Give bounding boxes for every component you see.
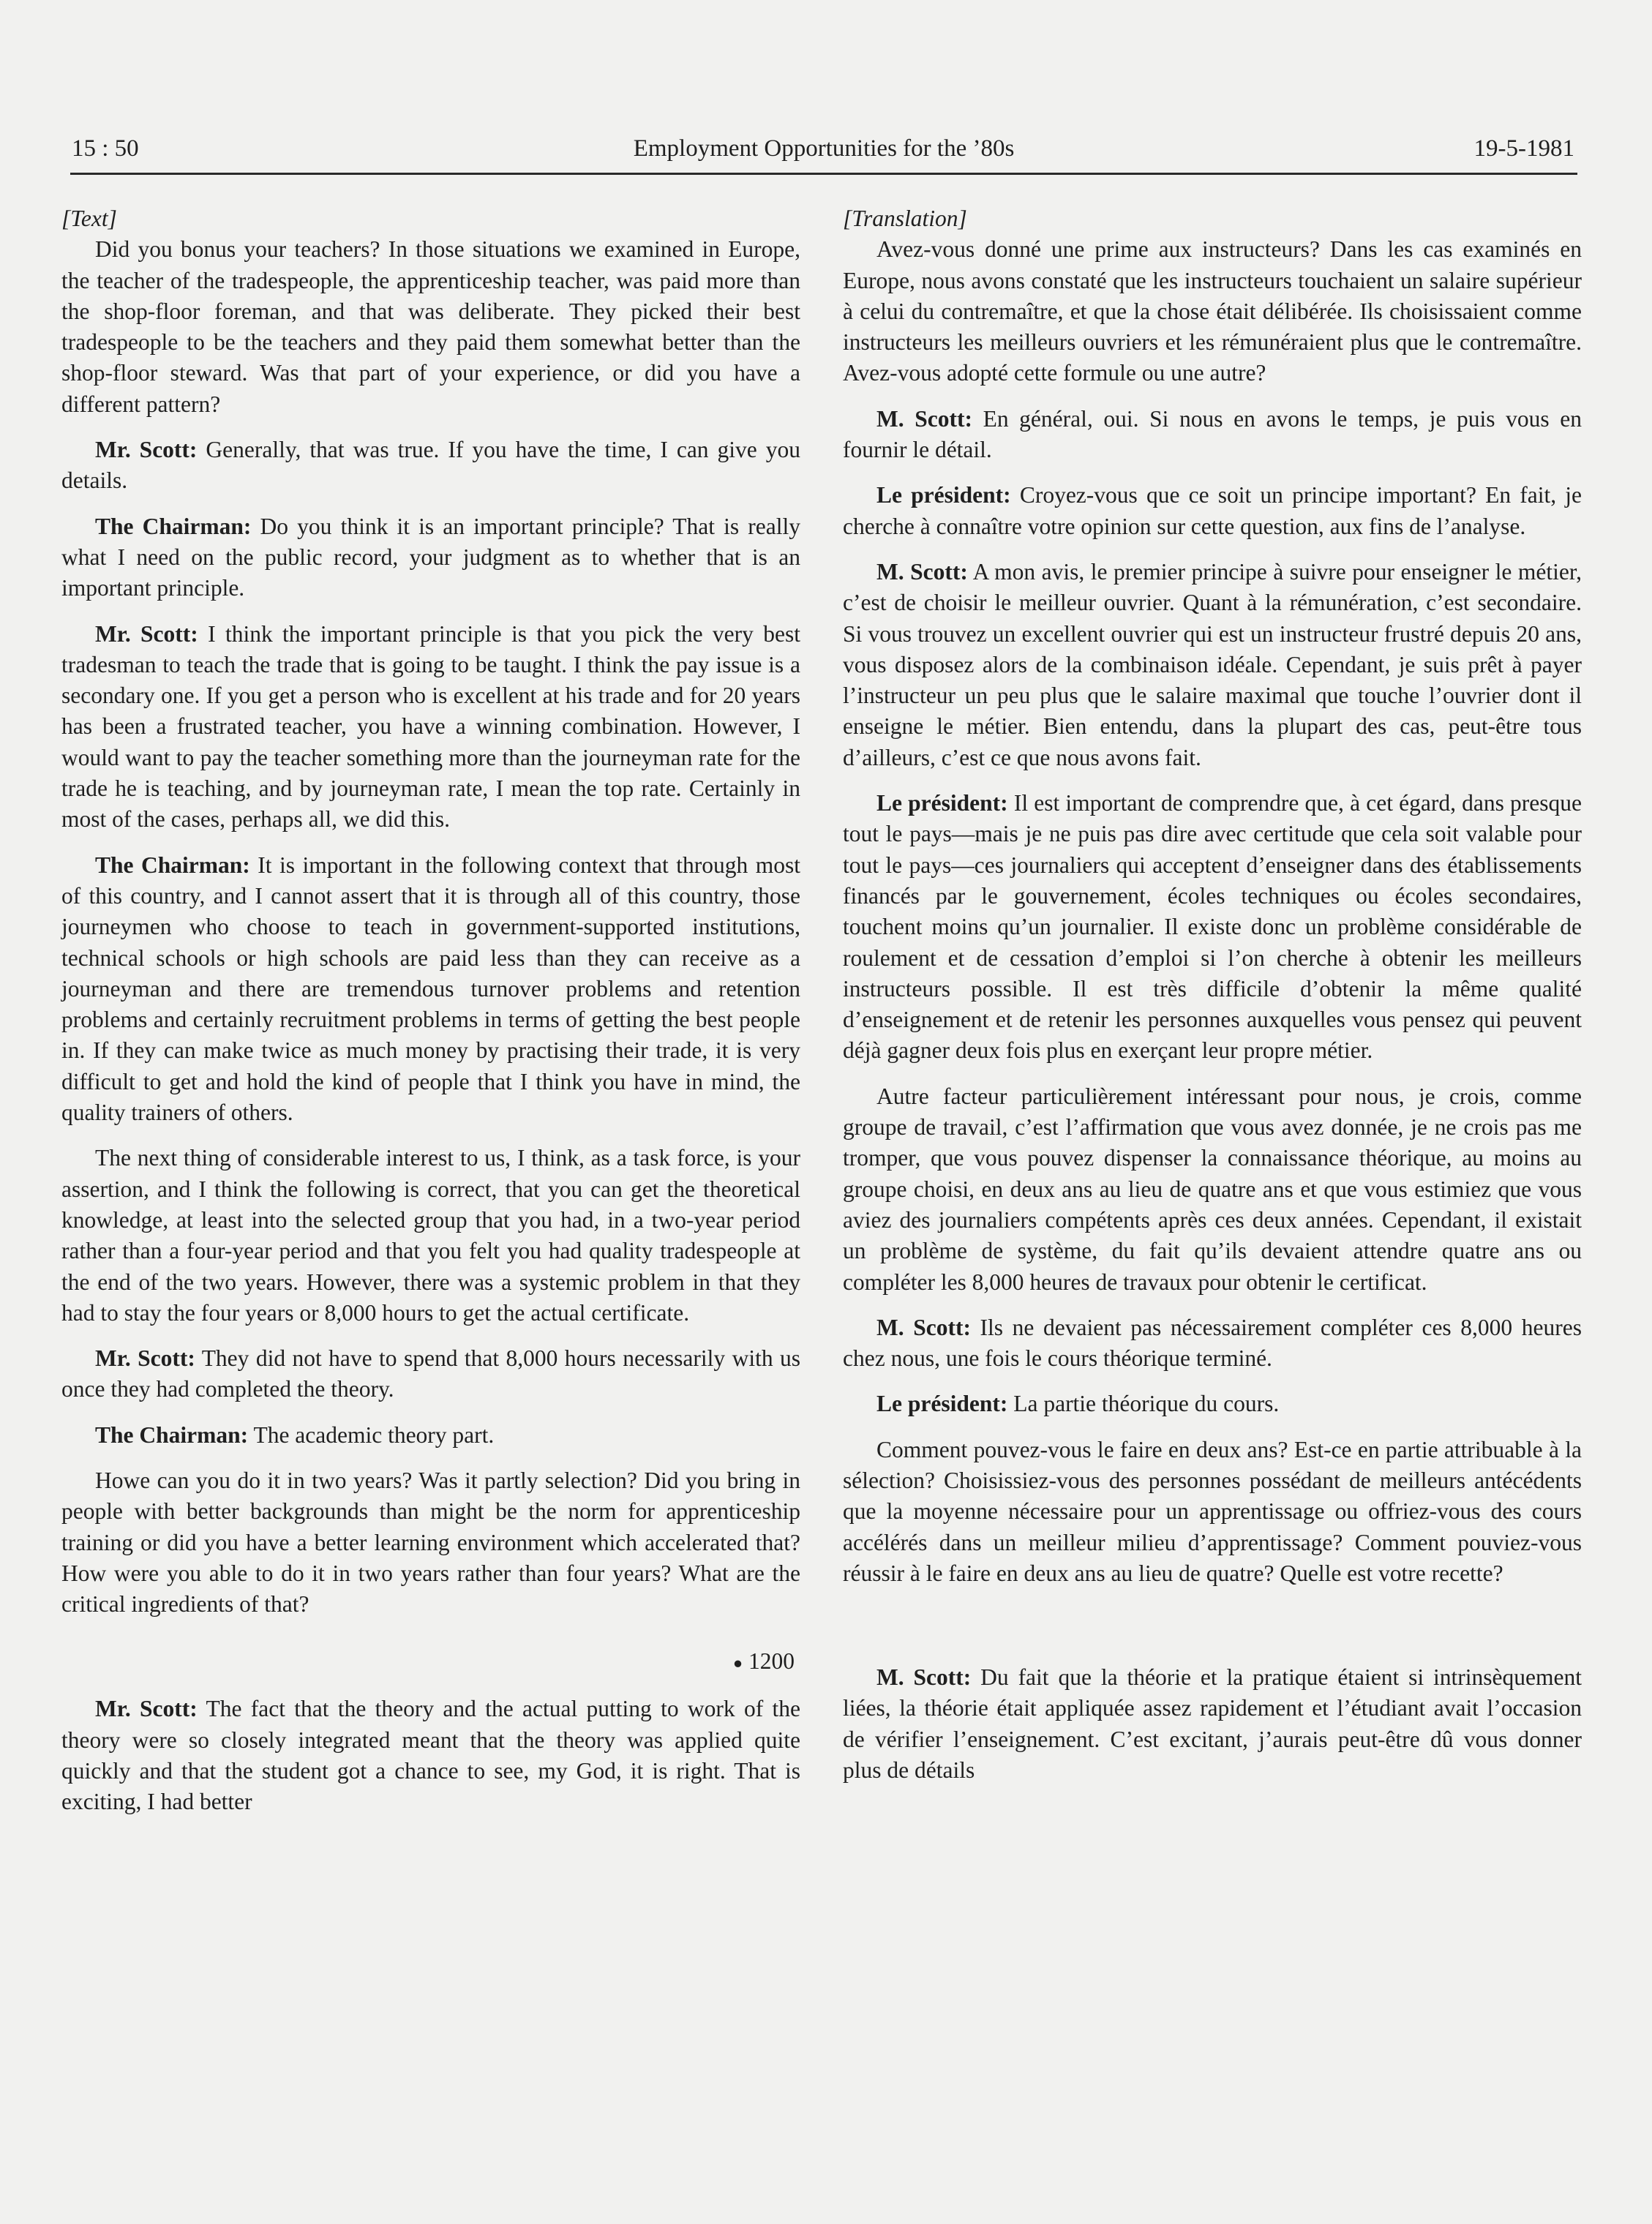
page-header (70, 132, 1577, 175)
paragraph: Avez-vous donné une prime aux instructeurs? Dans les cas examinés en Europe, nous avons constaté que les instructeurs touchaient un salaire supérieur à celui du contremaître, et que la chose était délibérée. Ils choisissaient comme instructeurs les meilleurs ouvriers et les rémunéraient plus que le contremaître. Avez-vous adopté cette formule ou une autre? (843, 236, 1582, 386)
speaker-name: The Chairman: (95, 513, 252, 539)
speech-text: La partie théorique du cours. (1007, 1391, 1280, 1417)
paragraph: Howe can you do it in two years? Was it partly selection? Did you bring in people with better backgrounds than might be the norm for apprenticeship training or did you have a better learning environment which accelerated that? How were you able to do it in two years rather than four years? What are the critical ingredients of that? (61, 1467, 800, 1618)
speech-text: The academic theory part. (248, 1421, 495, 1448)
time-marker (61, 1646, 800, 1679)
paragraph (61, 435, 800, 497)
speaker-name: Le président: (876, 1391, 1008, 1417)
speaker-name: The Chairman: (95, 1421, 249, 1448)
speaker-name: Mr. Scott: (95, 1345, 195, 1372)
speaker-name: M. Scott: (876, 558, 968, 585)
speaker-name: Mr. Scott: (95, 620, 198, 647)
speaker-name: Le président: (876, 790, 1008, 816)
time-marker-value: 1200 (748, 1648, 795, 1675)
paragraph (61, 619, 800, 835)
speech-text: It is important in the following context that through most of this country, and I cannot assert that it is through all of this country, those journeymen who choose to teach in government-supported institutions, technical schools or high schools are paid less than they can receive as a journeyman and there are tremendous turnover problems and retention problems and certainly recruitment problems in terms of getting the best people in. If they can make twice as much money by practising their trade, it is very difficult to get and hold the kind of people that I think you have in mind, the quality trainers of others. (61, 852, 800, 1126)
speech-text: Generally, that was true. If you have the time, I can give you details. (61, 437, 800, 494)
speaker-name: Mr. Scott: (95, 1696, 198, 1722)
translation-tag: [Translation] (843, 206, 967, 231)
speech-text: The fact that the theory and the actual putting to work of the theory were so closely integrated meant that the theory was applied quite quickly and that the student got a chance to see, my God, it is right. That is exciting, I had better (61, 1696, 800, 1815)
speaker-name: M. Scott: (876, 1664, 972, 1691)
speech-text: En général, oui. Si nous en avons le temps, je puis vous en fournir le détail. (843, 405, 1582, 463)
paragraph (843, 557, 1582, 773)
bullet-icon: ● (732, 1654, 743, 1673)
paragraph (843, 404, 1582, 466)
speech-text: A mon avis, le premier principe à suivre pour enseigner le métier, c’est de choisir le meilleur ouvrier. Quant à la rémunération, c’est secondaire. Si vous trouvez un excellent ouvrier qui est un instructeur frustré depuis 20 ans, vous disposez alors de la combinaison idéale. Cependant, je suis prêt à payer l’instructeur un peu plus que le salaire maximal que touche l’ouvrier dont il enseigne le métier. Bien entendu, dans la plupart des cas, peut-être tous d’ailleurs, c’est ce que nous avons fait. (843, 558, 1582, 770)
speaker-name: Le président: (876, 482, 1011, 508)
text-tag: [Text] (61, 206, 117, 231)
paragraph (61, 850, 800, 1129)
paragraph (843, 1389, 1582, 1419)
paragraph (61, 1343, 800, 1405)
paragraph (61, 1420, 800, 1451)
speaker-name: M. Scott: (876, 405, 972, 432)
paragraph (61, 1694, 800, 1817)
speaker-name: M. Scott: (876, 1314, 971, 1340)
speech-text: Do you think it is an important principle? That is really what I need on the public record, your judgment as to whether that is an important principle. (61, 513, 800, 601)
paragraph (843, 788, 1582, 1067)
speech-text: Ils ne devaient pas nécessairement compléter ces 8,000 heures chez nous, une fois le cours théorique terminé. (843, 1314, 1582, 1372)
speech-text: Du fait que la théorie et la pratique étaient si intrinsèquement liées, la théorie était appliquée assez rapidement et l’étudiant avait l’occasion de vérifier l’enseignement. C’est excitant, j’aurais peut-être dû vous donner plus de détails (843, 1664, 1582, 1784)
speech-text: Il est important de comprendre que, à cet égard, dans presque tout le pays—mais je ne puis pas dire avec certitude que cela soit valable pour tout le pays—ces journaliers qui acceptent d’enseigner dans des établissements financés par le gouvernement, écoles techniques ou écoles secondaires, touchent moins qu’un journalier. Il existe donc un problème considérable de roulement et de cessation d’emploi si l’on cherche à obtenir les meilleurs instructeurs possible. Il est très difficile d’obtenir la même qualité d’enseignement et de retenir les personnes auxquelles vous pensez qui peuvent déjà gagner deux fois plus en exerçant leur propre métier. (843, 790, 1582, 1064)
paragraph: Comment pouvez-vous le faire en deux ans? Est-ce en partie attribuable à la sélection? Choisissiez-vous des personnes possédant de meilleurs antécédents que la moyenne nécessaire pour un apprentissage ou offriez-vous des cours accélérés dans un meilleur milieu d’apprentissage? Comment pouviez-vous réussir à le faire en deux ans au lieu de quatre? Quelle est votre recette? (843, 1436, 1582, 1586)
sitting-date: 19-5-1981 (1473, 135, 1574, 162)
speech-text: I think the important principle is that you pick the very best tradesman to teach the trade that is going to be taught. I think the pay issue is a secondary one. If you get a person who is excellent at his trade and for 20 years has been a frustrated teacher, you have a winning combination. However, I would want to pay the teacher something more than the journeyman rate for the trade he is teaching, and by journeyman rate, I mean the top rate. Certainly in most of the cases, perhaps all, we did this. (61, 620, 800, 833)
paragraph: Autre facteur particulièrement intéressant pour nous, je crois, comme groupe de travail, c’est l’affirmation que vous avez donnée, je ne crois pas me tromper, que vous pouvez dispenser la connaissance théorique, au moins au groupe choisi, en deux ans au lieu de quatre ans et que vous estimiez que vous aviez des journaliers compétents après ces deux années. Cependant, il existait un problème de système, du fait qu’ils devaient attendre quatre ans ou compléter les 8,000 heures de travaux pour obtenir le certificat. (843, 1083, 1582, 1295)
french-column (843, 203, 1582, 1786)
paragraph (843, 480, 1582, 542)
paragraph: Did you bonus your teachers? In those situations we examined in Europe, the teacher of the tradespeople, the apprenticeship teacher, was paid more than the shop-floor foreman, and that was deliberate. They picked their best tradespeople to be the teachers and they paid them somewhat better than the shop-floor steward. Was that part of your experience, or did you have a different pattern? (61, 236, 800, 417)
speaker-name: The Chairman: (95, 852, 250, 878)
paragraph (61, 511, 800, 604)
speaker-name: Mr. Scott: (95, 437, 198, 463)
speech-text: They did not have to spend that 8,000 hours necessarily with us once they had completed the theory. (61, 1345, 800, 1402)
english-column (61, 203, 800, 1818)
paragraph (843, 1312, 1582, 1375)
paragraph: The next thing of considerable interest to us, I think, as a task force, is your assertion, and I think the following is correct, that you can get the theoretical knowledge, at least into the selected group that you had, in a two-year period rather than a four-year period and that you felt you had quality tradespeople at the end of the two years. However, there was a systemic problem in that they had to stay the four years or 8,000 hours to get the actual certificate. (61, 1145, 800, 1326)
speech-text: Croyez-vous que ce soit un principe important? En fait, je cherche à connaître votre opinion sur cette question, aux fins de l’analyse. (843, 482, 1582, 539)
page-number: 15 : 50 (72, 135, 139, 162)
paragraph (843, 1662, 1582, 1786)
running-title: Employment Opportunities for the ’80s (633, 135, 1015, 162)
